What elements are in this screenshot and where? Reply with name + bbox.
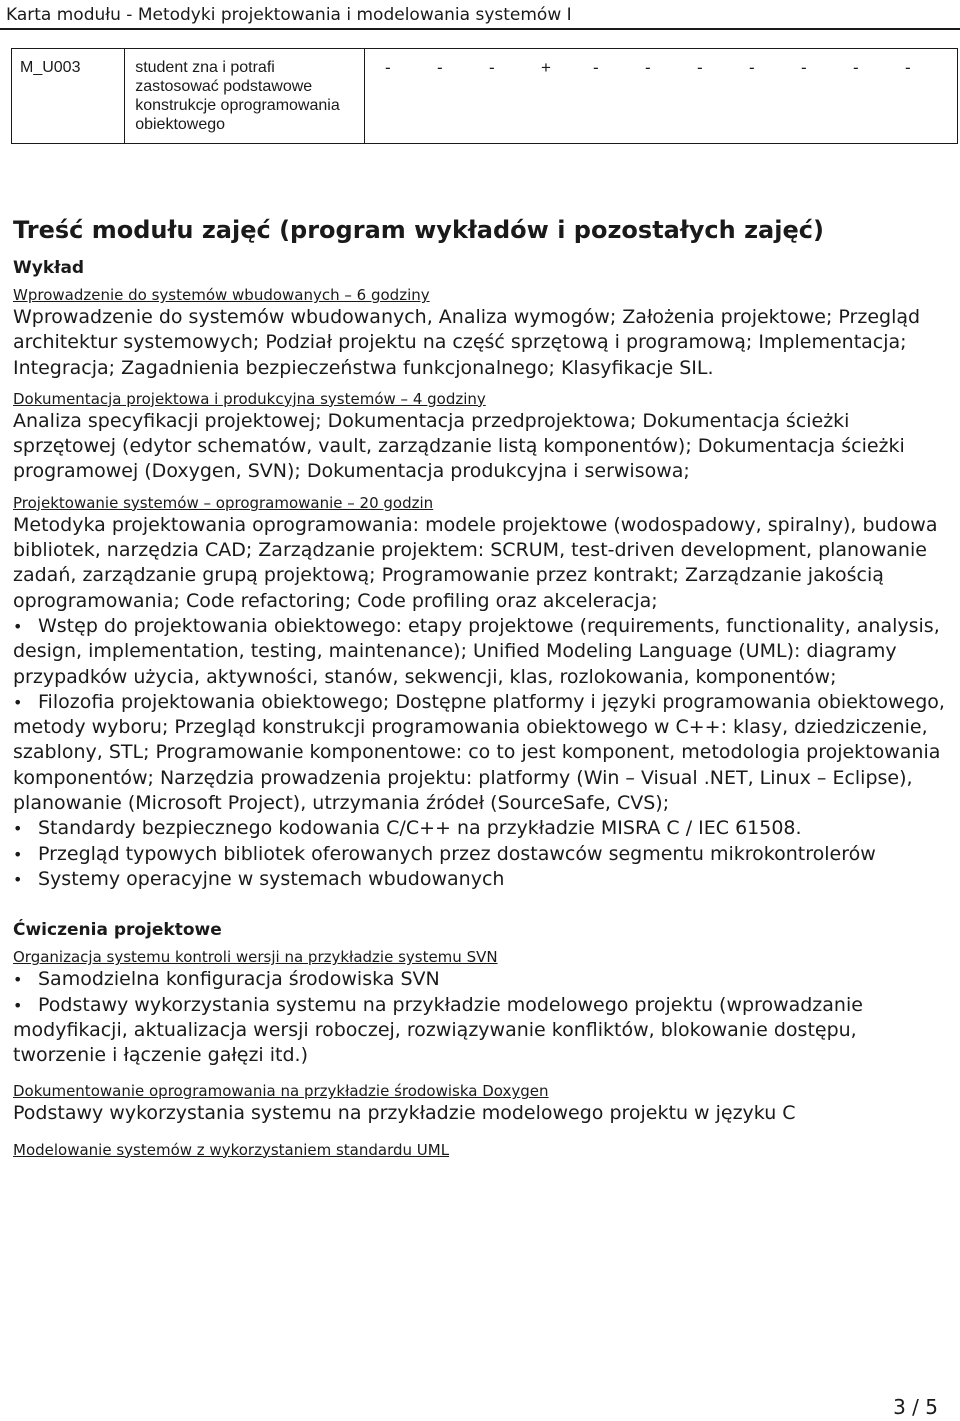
lecture-heading: Wykład	[13, 258, 85, 278]
outcome-description: student zna i potrafi zastosować podstawowe konstrukcje oprogramowania obiektowego	[125, 49, 365, 144]
mark-cell: +	[541, 58, 551, 77]
bullet-icon: •	[13, 616, 23, 636]
bullet-icon: •	[13, 819, 23, 839]
list-item-text: Samodzielna konfiguracja środowiska SVN	[38, 968, 440, 991]
exercise-topic-svn	[13, 948, 948, 1068]
topic-title: Projektowanie systemów – oprogramowanie – 20 godzin	[13, 493, 434, 512]
module-content	[13, 212, 948, 1169]
list-item-text: Standardy bezpiecznego kodowania C/C++ na przykładzie MISRA C / IEC 61508.	[38, 817, 802, 840]
topic-body: Metodyka projektowania oprogramowania: modele projektowe (wodospadowy, spiralny), budowa bibliotek, narzędzia CAD; Zarządzanie projektem: SCRUM, test-driven development, planowanie zadań, zarządzanie grupą projektową; Programowanie przez kontrakt; Zarządzanie jakością oprogramowania; Code refactoring; Code profiling oraz akceleracja;	[13, 513, 938, 612]
bullet-icon: •	[13, 692, 23, 712]
mark-cell: -	[437, 58, 443, 77]
mark-cell: -	[645, 58, 651, 77]
bullet-icon: •	[13, 844, 23, 864]
lecture-topic-3	[13, 494, 948, 892]
bullet-icon: •	[13, 970, 23, 990]
list-item	[13, 842, 948, 867]
lecture-topic-1	[13, 286, 948, 381]
outcome-table	[11, 48, 958, 144]
outcome-code: M_U003	[12, 49, 125, 144]
page-number: 3 / 5	[893, 1395, 938, 1419]
topic-title: Dokumentowanie oprogramowania na przykładzie środowiska Doxygen	[13, 1082, 549, 1101]
bullet-icon: •	[13, 869, 23, 889]
list-item	[13, 816, 948, 841]
topic-title: Modelowanie systemów z wykorzystaniem standardu UML	[13, 1140, 450, 1159]
list-item-text: Filozofia projektowania obiektowego; Dostępne platformy i języki programowania obiektowego, metody wyboru; Przegląd konstrukcji programowania obiektowego w C++: klasy, dziedziczenie, szablony, STL; Programowanie komponentowe: co to jest komponent, metodologia projektowania komponentów; Narzędzia prowadzenia projektu: platformy (Win – Visual .NET, Linux – Eclipse), planowanie (Microsoft Project), utrzymania źródeł (SourceSafe, CVS);	[13, 690, 945, 815]
bullet-icon: •	[13, 995, 23, 1015]
list-item-text: Przegląd typowych bibliotek oferowanych przez dostawców segmentu mikrokontrolerów	[38, 842, 876, 865]
list-item-text: Wstęp do projektowania obiektowego: etapy projektowe (requirements, functionality, analysis, design, implementation, testing, maintenance); Unified Modeling Language (UML): diagramy przypadków użycia, aktywności, stanów, sekwencji, klas, rozlokowania, komponentów;	[13, 614, 940, 688]
list-item	[13, 967, 948, 992]
topic-title: Dokumentacja projektowa i produkcyjna systemów – 4 godziny	[13, 389, 486, 408]
topic-body: Wprowadzenie do systemów wbudowanych, Analiza wymogów; Założenia projektowe; Przegląd architektur systemowych; Podział projektu na część sprzętową i programową; Implementacja; Integracja; Zagadnienia bezpieczeństwa funkcjonalnego; Klasyfikacje SIL.	[13, 306, 921, 379]
topic-body: Analiza specyfikacji projektowej; Dokumentacja przedprojektowa; Dokumentacja ścieżki sprzętowej (edytor schematów, vault, zarządzanie listą komponentów); Dokumentacja ścieżki programowej (Doxygen, SVN); Dokumentacja produkcyjna i serwisowa;	[13, 409, 905, 483]
exercises-heading: Ćwiczenia projektowe	[13, 920, 222, 941]
list-item-text: Podstawy wykorzystania systemu na przykładzie modelowego projektu (wprowadzanie modyfikacji, aktualizacja wersji roboczej, rozwiązywanie konfliktów, blokowanie dostępu, tworzenie i łączenie gałęzi itd.)	[13, 993, 863, 1067]
list-item-text: Systemy operacyjne w systemach wbudowanych	[38, 867, 505, 890]
list-item	[13, 614, 948, 690]
topic-title: Organizacja systemu kontroli wersji na przykładzie systemu SVN	[13, 948, 498, 967]
topic-body: Podstawy wykorzystania systemu na przykładzie modelowego projektu w języku C	[13, 1102, 796, 1125]
exercise-topic-doxygen	[13, 1082, 948, 1126]
list-item	[13, 690, 948, 816]
mark-cell: -	[385, 58, 391, 77]
page-header-title: Karta modułu - Metodyki projektowania i modelowania systemów I	[0, 0, 960, 30]
topic-title: Wprowadzenie do systemów wbudowanych – 6 godziny	[13, 286, 430, 304]
exercise-topic-uml	[13, 1141, 948, 1160]
mark-cell: -	[697, 58, 703, 77]
mark-cell: -	[749, 58, 755, 77]
section-title: Treść modułu zajęć (program wykładów i pozostałych zajęć)	[13, 216, 824, 244]
list-item	[13, 993, 948, 1069]
outcome-marks	[365, 49, 958, 144]
mark-cell: -	[489, 58, 495, 77]
mark-cell: -	[853, 58, 859, 77]
svn-bullet-list	[13, 967, 948, 1068]
design-bullet-list	[13, 614, 948, 892]
mark-cell: -	[801, 58, 807, 77]
marks-row	[365, 58, 957, 77]
table-row	[12, 49, 958, 144]
lecture-topic-2	[13, 390, 948, 485]
list-item	[13, 867, 948, 892]
mark-cell: -	[905, 58, 911, 77]
mark-cell: -	[593, 58, 599, 77]
